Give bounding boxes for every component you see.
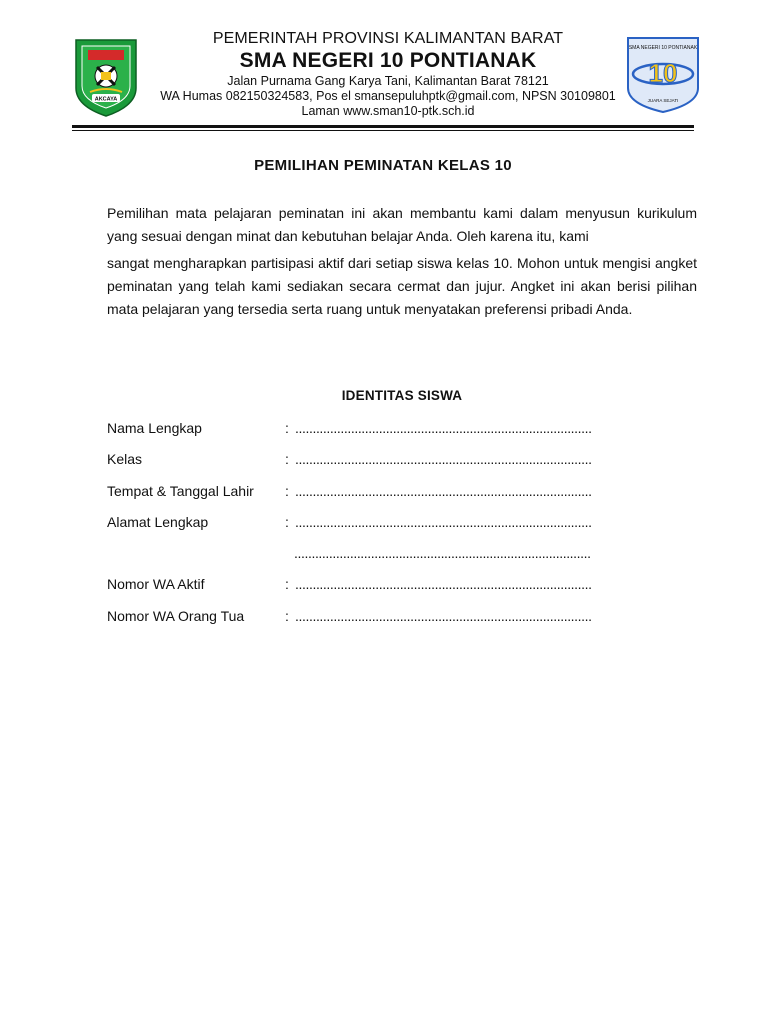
field-blank[interactable]: ..................................................................................... [295,514,592,530]
section-title-identity: IDENTITAS SISWA [341,388,463,403]
intro-text [107,202,697,321]
field-colon: : [285,608,289,624]
government-line: PEMERINTAH PROVINSI KALIMANTAN BARAT [212,30,564,47]
badge-top-text: SMA NEGERI 10 PONTIANAK [628,45,698,51]
emblem-motto: AKCAYA [94,96,118,103]
field-blank[interactable]: ..................................................................................... [295,608,592,624]
field-label: Tempat & Tanggal Lahir [107,483,254,499]
field-address [107,512,667,532]
school-contact: WA Humas 082150324583, Pos el smansepuluhptk@gmail.com, NPSN 30109801 [160,89,616,103]
field-blank[interactable]: ..................................................................................... [295,420,592,436]
letterhead-rule-thin [72,130,694,131]
field-address-continued [107,543,667,563]
field-colon: : [285,576,289,592]
field-class [107,449,667,469]
field-label: Nomor WA Aktif [107,576,205,592]
field-full-name [107,418,667,438]
field-parent-wa-number [107,606,667,626]
field-label: Nomor WA Orang Tua [107,608,245,624]
field-colon: : [285,451,289,467]
school-badge-icon [622,32,704,114]
document-title: PEMILIHAN PEMINATAN KELAS 10 [254,157,512,174]
field-blank[interactable]: ..................................................................................... [295,483,592,499]
provincial-emblem-icon [72,36,140,118]
badge-bottom-text: JUARA SEJATI [647,98,679,103]
field-blank[interactable]: ..................................................................................... [295,451,592,467]
field-label: Nama Lengkap [107,420,202,436]
field-colon: : [285,514,289,530]
letterhead-rule-thick [72,125,694,128]
school-address: Jalan Purnama Gang Karya Tani, Kalimantan Barat 78121 [227,74,549,88]
field-blank[interactable]: ..................................................................................... [295,576,592,592]
field-colon: : [285,483,289,499]
school-website: Laman www.sman10-ptk.sch.id [301,104,475,118]
field-birth-place-date [107,481,667,501]
intro-paragraph-2: sangat mengharapkan partisipasi aktif dari setiap siswa kelas 10. Mohon untuk mengisi angket peminatan yang telah kami sediakan secara cermat dan jujur. Angket ini akan berisi pilihan mata pelajaran yang tersedia serta ruang untuk menyatakan preferensi pribadi Anda. [107,255,697,317]
letterhead [150,30,626,119]
school-name: SMA NEGERI 10 PONTIANAK [239,49,537,72]
badge-number: 10 [648,58,678,88]
field-label: Alamat Lengkap [107,514,209,530]
intro-paragraph-1: Pemilihan mata pelajaran peminatan ini akan membantu kami dalam menyusun kurikulum yang sesuai dengan minat dan kebutuhan belajar Anda. Oleh karena itu, kami [107,205,697,244]
field-label: Kelas [107,451,143,467]
field-blank[interactable]: ..................................................................................... [294,545,591,561]
field-wa-number [107,574,667,594]
field-colon: : [285,420,289,436]
